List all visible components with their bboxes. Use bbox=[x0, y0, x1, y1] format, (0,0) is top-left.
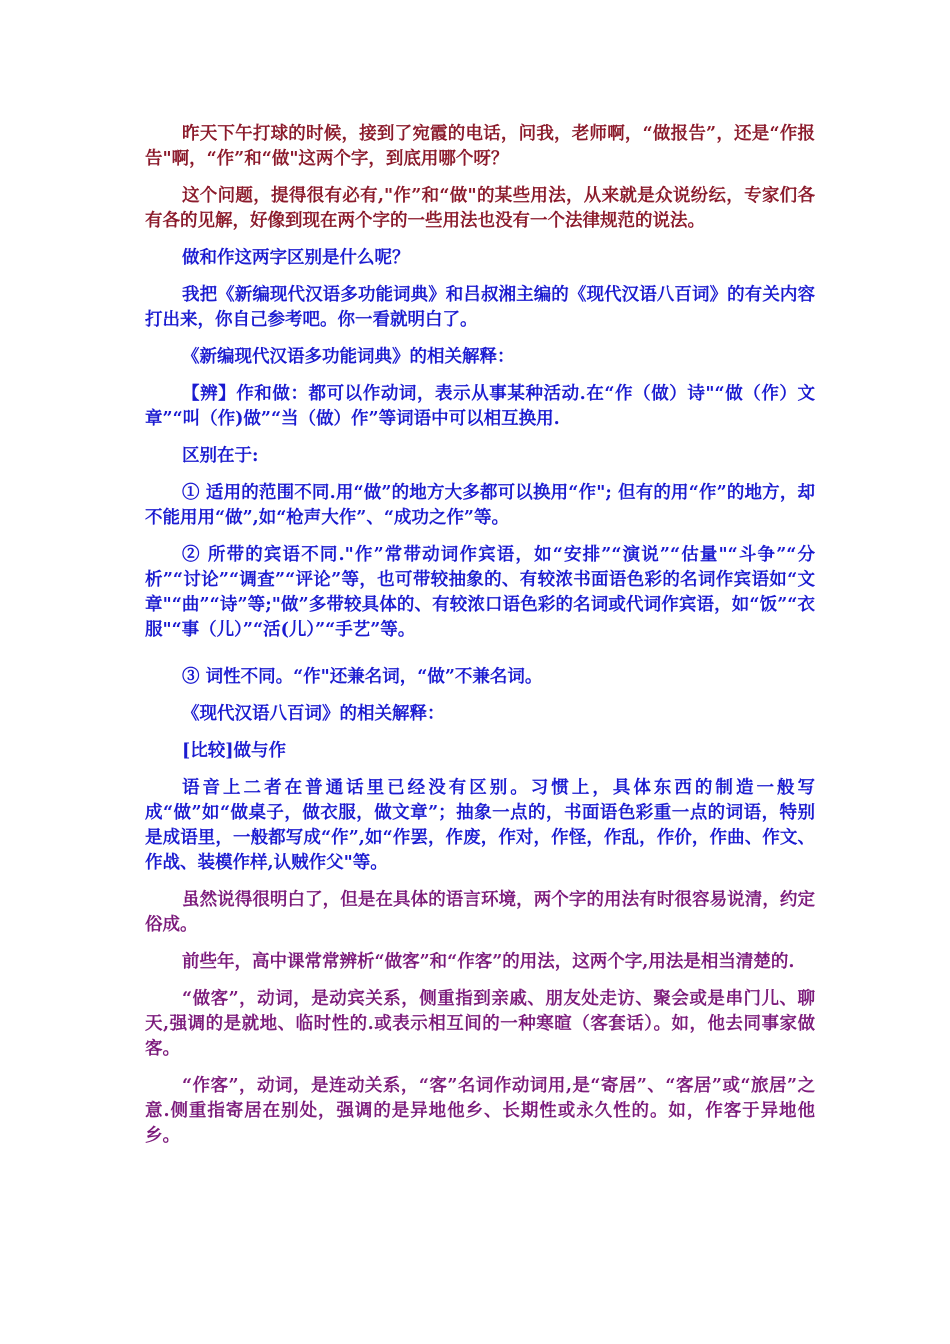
paragraph-convention: 虽然说得很明白了，但是在具体的语言环境，两个字的用法有时很容易说清，约定俗成。 bbox=[145, 890, 815, 935]
paragraph-differences-intro: 区别在于: bbox=[182, 446, 259, 466]
paragraph-bian: 【辨】作和做：都可以作动词，表示从事某种活动.在“作（做）诗"“做（作）文章”“叫（作)做”“当（做）作”等词语中可以相互换用. bbox=[145, 384, 815, 429]
document-body bbox=[145, 122, 815, 1161]
paragraph-zuoke-reside: “作客”，动词，是连动关系，“客”名词作动词用,是“寄居”、“客居”或“旅居”之意.侧重指寄居在别处，强调的是异地他乡、长期性或永久性的。如，作客于异地他乡。 bbox=[145, 1076, 815, 1146]
paragraph-comparison-title: [比较]做与作 bbox=[182, 741, 287, 761]
paragraph-zuoke-intro: 前些年，高中课常常辨析“做客”和“作客”的用法，这两个字,用法是相当清楚的. bbox=[182, 952, 795, 972]
paragraph-zuoke-visit: “做客”，动词，是动宾关系，侧重指到亲戚、朋友处走访、聚会或是串门儿、聊天,强调的是就地、临时性的.或表示相互间的一种寒暄（客套话）。如，他去同事家做客。 bbox=[145, 989, 815, 1059]
paragraph-references: 我把《新编现代汉语多功能词典》和吕叔湘主编的《现代汉语八百词》的有关内容打出来，你自己参考吧。你一看就明白了。 bbox=[145, 285, 815, 330]
paragraph-controversy: 这个问题，提得很有必有,"作”和“做"的某些用法，从来就是众说纷纭，专家们各有各的见解，好像到现在两个字的一些用法也没有一个法律规范的说法。 bbox=[145, 186, 815, 231]
paragraph-phone-call: 昨天下午打球的时候，接到了宛霞的电话，问我，老师啊，“做报告”，还是“作报告"啊，“作”和“做"这两个字，到底用哪个呀？ bbox=[145, 124, 815, 169]
heading-dictionary-explanation: 《新编现代汉语多功能词典》的相关解释： bbox=[182, 347, 515, 367]
paragraph-difference-3: ③ 词性不同。“作"还兼名词，“做”不兼名词。 bbox=[182, 667, 543, 687]
paragraph-question: 做和作这两字区别是什么呢？ bbox=[182, 248, 410, 268]
paragraph-difference-1: ① 适用的范围不同.用“做”的地方大多都可以换用“作"; 但有的用“作”的地方，却不能用用“做”,如“枪声大作”、“成功之作”等。 bbox=[145, 483, 815, 528]
paragraph-difference-2: ② 所带的宾语不同."作”常带动词作宾语，如“安排”“演说”“估量"“斗争”“分析”“讨论”“调查”“评论”等，也可带较抽象的、有较浓书面语色彩的名词作宾语如“文章"“曲”“诗”等;"做”多带较具体的、有较浓口语色彩的名词或代词作宾语，如“饭”“衣服"“事（儿）”“活(儿）”“手艺”等。 bbox=[145, 545, 815, 640]
heading-800-words-explanation: 《现代汉语八百词》的相关解释： bbox=[182, 704, 445, 724]
paragraph-pronunciation: 语音上二者在普通话里已经没有区别。习惯上，具体东西的制造一般写成“做”如“做桌子，做衣服，做文章”；抽象一点的，书面语色彩重一点的词语，特别是成语里，一般都写成“作”,如“作罢，作废，作对，作怪，作乱，作价，作曲、作文、作战、装模作样,认贼作父"等。 bbox=[145, 778, 815, 873]
